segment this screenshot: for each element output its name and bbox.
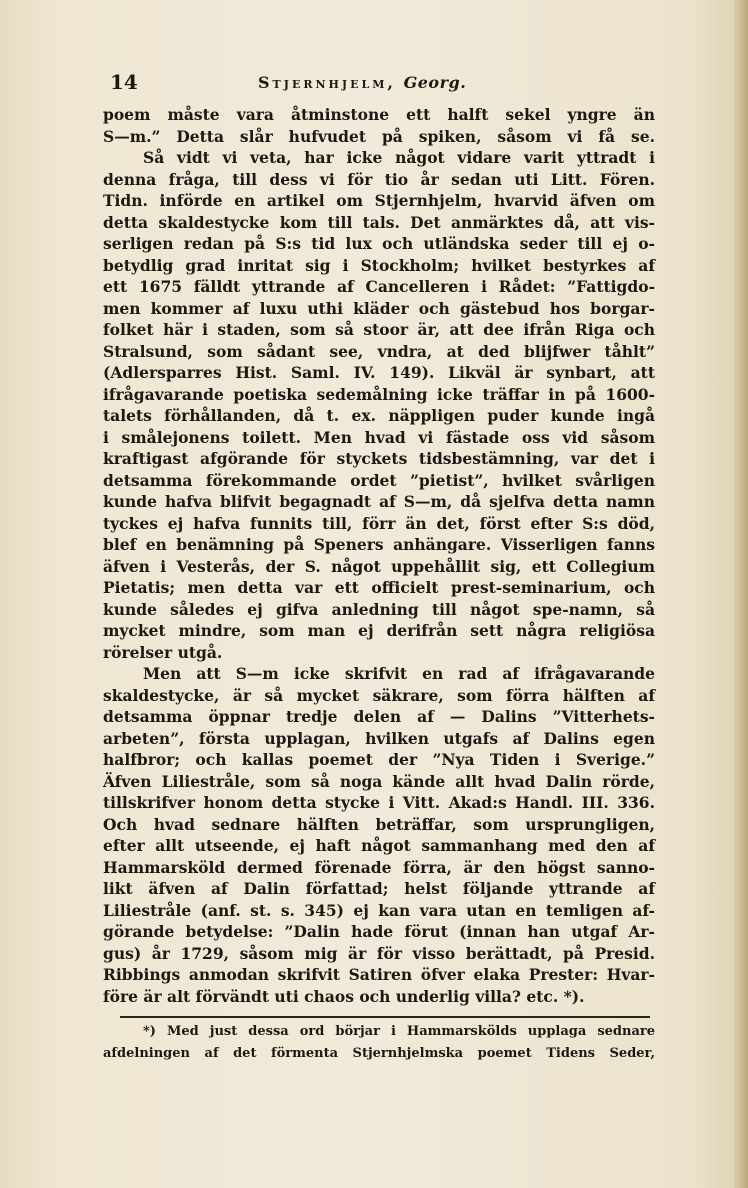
running-head bbox=[258, 73, 466, 92]
footnote-rule bbox=[120, 1016, 650, 1018]
text-line: Stralsund, som sådant see, vndra, at ded blijfwer tåhlt” bbox=[103, 341, 655, 361]
text-line: Hammarsköld dermed förenade förra, är den högst sanno- bbox=[103, 857, 655, 877]
text-line: ifrågavarande poetiska sedemålning icke träffar in på 1600- bbox=[103, 384, 655, 404]
text-line: kunde således ej gifva anledning till något spe-namn, så bbox=[103, 599, 655, 619]
text-line: ett 1675 fälldt yttrande af Cancelleren i Rådet: ”Fattigdo- bbox=[103, 277, 655, 296]
text-line: (Adlersparres Hist. Saml. IV. 149). Likväl är synbart, att bbox=[103, 363, 655, 382]
text-line: Pietatis; men detta var ett officielt prest-seminarium, och bbox=[103, 578, 655, 597]
running-head-given: Georg. bbox=[403, 73, 467, 92]
text-line: men kommer af luxu uthi kläder och gästebud hos borgar- bbox=[103, 298, 655, 318]
text-line: äfven i Vesterås, der S. något uppehållit sig, ett Collegium bbox=[103, 556, 655, 576]
text-line: mycket mindre, som man ej derifrån sett några religiösa bbox=[103, 621, 655, 640]
text-line: detta skaldestycke kom till tals. Det anmärktes då, att vis- bbox=[103, 212, 655, 232]
text-line: före är alt förvändt uti chaos och underlig villa? etc. *). bbox=[103, 986, 585, 1006]
text-line: kunde hafva blifvit begagnadt af S—m, då sjelfva detta namn bbox=[103, 492, 655, 511]
text-line: skaldestycke, är så mycket säkrare, som förra hälften af bbox=[103, 685, 655, 705]
text-line: detsamma öppnar tredje delen af — Dalins ”Vitterhets- bbox=[103, 707, 655, 726]
text-line: halfbror; och kallas poemet der ”Nya Tiden i Sverige.” bbox=[103, 750, 655, 769]
text-line: likt äfven af Dalin författad; helst följande yttrande af bbox=[103, 879, 655, 898]
text-line: kraftigast afgörande för styckets tidsbestämning, var det i bbox=[103, 449, 655, 468]
text-line: i smålejonens toilett. Men hvad vi fästade oss vid såsom bbox=[103, 427, 655, 447]
text-line: Tidn. införde en artikel om Stjernhjelm, hvarvid äfven om bbox=[103, 191, 655, 210]
text-line: tillskrifver honom detta stycke i Vitt. Akad:s Handl. III. 336. bbox=[103, 793, 655, 812]
text-line: blef en benämning på Speners anhängare. Visserligen fanns bbox=[103, 535, 655, 554]
text-line: Och hvad sednare hälften beträffar, som ursprungligen, bbox=[103, 814, 655, 834]
text-line: poem måste vara åtminstone ett halft sekel yngre än bbox=[103, 105, 655, 124]
text-line: denna fråga, till dess vi för tio år sedan uti Litt. Fören. bbox=[103, 169, 655, 189]
text-line: betydlig grad inritat sig i Stockholm; hvilket bestyrkes af bbox=[103, 255, 655, 275]
text-line: rörelser utgå. bbox=[103, 642, 223, 662]
text-line: tyckes ej hafva funnits till, förr än det, först efter S:s död, bbox=[103, 513, 655, 533]
text-line: gus) år 1729, såsom mig är för visso berättadt, på Presid. bbox=[103, 943, 655, 963]
page-number: 14 bbox=[110, 70, 138, 94]
text-line: serligen redan på S:s tid lux och utländska seder till ej o- bbox=[103, 234, 655, 253]
text-line: Äfven Liliestråle, som så noga kände allt hvad Dalin rörde, bbox=[103, 771, 655, 791]
page-header bbox=[110, 70, 650, 94]
text-line: S—m.” Detta slår hufvudet på spiken, såsom vi få se. bbox=[103, 126, 655, 146]
running-head-name: Stjernhjelm, bbox=[258, 73, 396, 92]
text-line: görande betydelse: ”Dalin hade förut (innan han utgaf Ar- bbox=[103, 922, 655, 941]
text-line: arbeten”, första upplagan, hvilken utgafs af Dalins egen bbox=[103, 728, 655, 748]
text-line: folket här i staden, som så stoor är, att dee ifrån Riga och bbox=[103, 320, 655, 339]
text-line: talets förhållanden, då t. ex. näppligen puder kunde ingå bbox=[103, 406, 655, 425]
text-line: Liliestråle (anf. st. s. 345) ej kan vara utan en temligen af- bbox=[103, 900, 655, 920]
footnote-line: *) Med just dessa ord börjar i Hammarskölds upplaga sednare bbox=[143, 1024, 655, 1039]
body-text bbox=[103, 104, 655, 1007]
text-line: detsamma förekommande ordet ”pietist”, hvilket svårligen bbox=[103, 470, 655, 490]
footnote bbox=[103, 1022, 655, 1065]
footnote-line: afdelningen af det förmenta Stjernhjelmska poemet Tidens Seder, bbox=[103, 1045, 655, 1061]
text-line: Men att S—m icke skrifvit en rad af ifrågavarande bbox=[143, 664, 655, 683]
page-edge bbox=[734, 0, 748, 1188]
text-line: Ribbings anmodan skrifvit Satiren öfver elaka Prester: Hvar- bbox=[103, 965, 655, 984]
text-line: efter allt utseende, ej haft något sammanhang med den af bbox=[103, 836, 655, 855]
text-line: Så vidt vi veta, har icke något vidare varit yttradt i bbox=[143, 148, 655, 167]
